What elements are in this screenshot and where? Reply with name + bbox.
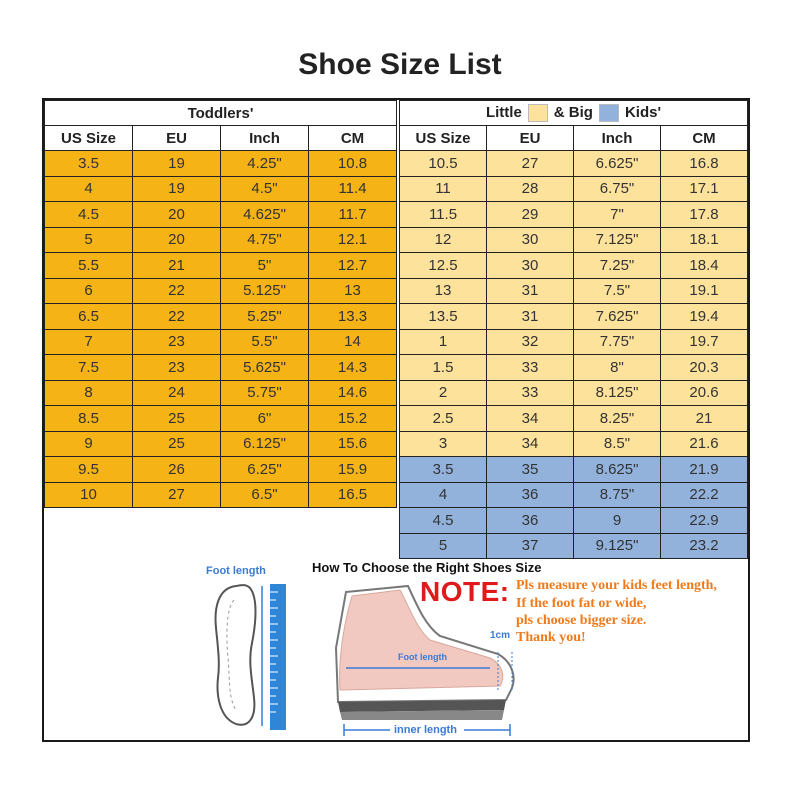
- table-cell: 4: [45, 176, 133, 202]
- table-row: [400, 508, 748, 534]
- table-cell: 7": [574, 202, 661, 228]
- column-header: Inch: [574, 126, 661, 151]
- table-cell: 21.9: [661, 457, 748, 483]
- table-cell: 33: [487, 355, 574, 381]
- table-cell: 19: [133, 176, 221, 202]
- table-cell: 11.7: [309, 202, 397, 228]
- kids-table: [399, 100, 748, 559]
- table-cell: 20: [133, 202, 221, 228]
- table-cell: 18.4: [661, 253, 748, 279]
- table-cell: 12.7: [309, 253, 397, 279]
- table-cell: 8.125": [574, 380, 661, 406]
- table-cell: 4.625": [221, 202, 309, 228]
- kids-heading-big: & Big: [553, 103, 593, 121]
- table-cell: 9.5: [45, 457, 133, 483]
- table-row: [45, 176, 397, 202]
- inner-length-label: inner length: [394, 724, 457, 736]
- column-header: US Size: [45, 126, 133, 151]
- column-header: EU: [133, 126, 221, 151]
- table-cell: 13: [309, 278, 397, 304]
- little-swatch: [528, 104, 548, 122]
- table-row: [45, 380, 397, 406]
- table-cell: 34: [487, 406, 574, 432]
- table-cell: 5: [45, 227, 133, 253]
- table-row: [45, 355, 397, 381]
- table-row: [45, 329, 397, 355]
- foot-length-label: Foot length: [206, 565, 266, 577]
- table-cell: 14: [309, 329, 397, 355]
- toddlers-table: [44, 100, 397, 508]
- table-row: [400, 457, 748, 483]
- table-cell: 28: [487, 176, 574, 202]
- table-row: [45, 278, 397, 304]
- note-line-3: pls choose bigger size.: [516, 613, 647, 628]
- column-header: US Size: [400, 126, 487, 151]
- table-cell: 22: [133, 304, 221, 330]
- table-cell: 23.2: [661, 533, 748, 559]
- table-row: [400, 482, 748, 508]
- table-cell: 20.6: [661, 380, 748, 406]
- table-cell: 4.75": [221, 227, 309, 253]
- table-cell: 6": [221, 406, 309, 432]
- table-cell: 11: [400, 176, 487, 202]
- table-cell: 7.5: [45, 355, 133, 381]
- table-cell: 7.5": [574, 278, 661, 304]
- table-cell: 19.4: [661, 304, 748, 330]
- column-header: Inch: [221, 126, 309, 151]
- table-cell: 21: [133, 253, 221, 279]
- table-cell: 36: [487, 508, 574, 534]
- column-header: CM: [309, 126, 397, 151]
- table-cell: 19.1: [661, 278, 748, 304]
- table-cell: 13: [400, 278, 487, 304]
- table-cell: 26: [133, 457, 221, 483]
- table-cell: 9.125": [574, 533, 661, 559]
- table-cell: 11.4: [309, 176, 397, 202]
- column-header: CM: [661, 126, 748, 151]
- table-cell: 15.9: [309, 457, 397, 483]
- table-cell: 8.25": [574, 406, 661, 432]
- table-cell: 8.5": [574, 431, 661, 457]
- table-cell: 15.2: [309, 406, 397, 432]
- table-row: [400, 227, 748, 253]
- table-cell: 1: [400, 329, 487, 355]
- kids-heading: [400, 101, 748, 126]
- table-cell: 22.9: [661, 508, 748, 534]
- table-row: [45, 457, 397, 483]
- table-cell: 6: [45, 278, 133, 304]
- table-cell: 4: [400, 482, 487, 508]
- toddlers-heading: Toddlers': [45, 101, 397, 126]
- table-row: [400, 278, 748, 304]
- table-cell: 6.5: [45, 304, 133, 330]
- table-cell: 14.3: [309, 355, 397, 381]
- table-cell: 2.5: [400, 406, 487, 432]
- foot-length-inner-label: Foot length: [398, 652, 447, 662]
- table-cell: 11.5: [400, 202, 487, 228]
- table-row: [45, 151, 397, 177]
- table-row: [45, 406, 397, 432]
- big-swatch: [599, 104, 619, 122]
- table-cell: 3: [400, 431, 487, 457]
- table-row: [45, 227, 397, 253]
- note-line-4: Thank you!: [516, 630, 586, 645]
- table-cell: 30: [487, 227, 574, 253]
- page-title: Shoe Size List: [298, 48, 502, 81]
- table-cell: 10.5: [400, 151, 487, 177]
- table-cell: 22: [133, 278, 221, 304]
- kids-heading-little: Little: [485, 103, 522, 121]
- table-cell: 2: [400, 380, 487, 406]
- table-cell: 1.5: [400, 355, 487, 381]
- table-row: [45, 482, 397, 508]
- table-cell: 25: [133, 431, 221, 457]
- table-row: [45, 202, 397, 228]
- table-cell: 31: [487, 278, 574, 304]
- kids-heading-kids: Kids': [624, 103, 662, 121]
- table-row: [45, 431, 397, 457]
- table-row: [400, 176, 748, 202]
- table-cell: 21.6: [661, 431, 748, 457]
- table-cell: 6.75": [574, 176, 661, 202]
- table-cell: 17.8: [661, 202, 748, 228]
- table-row: [400, 151, 748, 177]
- table-cell: 9: [45, 431, 133, 457]
- table-row: [400, 355, 748, 381]
- table-cell: 24: [133, 380, 221, 406]
- table-cell: 5.5": [221, 329, 309, 355]
- table-cell: 3.5: [400, 457, 487, 483]
- table-row: [400, 202, 748, 228]
- table-cell: 6.5": [221, 482, 309, 508]
- table-cell: 32: [487, 329, 574, 355]
- table-cell: 5.25": [221, 304, 309, 330]
- table-row: [45, 304, 397, 330]
- table-row: [400, 533, 748, 559]
- table-row: [400, 329, 748, 355]
- table-cell: 4.5: [45, 202, 133, 228]
- table-cell: 23: [133, 329, 221, 355]
- table-cell: 8: [45, 380, 133, 406]
- table-cell: 7.125": [574, 227, 661, 253]
- note-line-2: If the foot fat or wide,: [516, 596, 647, 611]
- table-cell: 12: [400, 227, 487, 253]
- table-cell: 6.125": [221, 431, 309, 457]
- table-cell: 19.7: [661, 329, 748, 355]
- table-cell: 18.1: [661, 227, 748, 253]
- table-row: [400, 431, 748, 457]
- table-cell: 23: [133, 355, 221, 381]
- table-cell: 20: [133, 227, 221, 253]
- table-cell: 17.1: [661, 176, 748, 202]
- table-cell: 6.625": [574, 151, 661, 177]
- table-row: [400, 406, 748, 432]
- table-cell: 3.5: [45, 151, 133, 177]
- table-cell: 20.3: [661, 355, 748, 381]
- table-row: [400, 304, 748, 330]
- table-cell: 19: [133, 151, 221, 177]
- table-cell: 7.25": [574, 253, 661, 279]
- table-cell: 5.75": [221, 380, 309, 406]
- table-cell: 5.625": [221, 355, 309, 381]
- table-cell: 34: [487, 431, 574, 457]
- table-cell: 31: [487, 304, 574, 330]
- table-cell: 37: [487, 533, 574, 559]
- table-cell: 7.75": [574, 329, 661, 355]
- table-cell: 16.8: [661, 151, 748, 177]
- table-cell: 5.5: [45, 253, 133, 279]
- table-cell: 6.25": [221, 457, 309, 483]
- table-cell: 4.5: [400, 508, 487, 534]
- table-cell: 14.6: [309, 380, 397, 406]
- table-cell: 30: [487, 253, 574, 279]
- table-cell: 8.5: [45, 406, 133, 432]
- table-cell: 7.625": [574, 304, 661, 330]
- table-cell: 5: [400, 533, 487, 559]
- table-cell: 8.625": [574, 457, 661, 483]
- table-cell: 29: [487, 202, 574, 228]
- table-cell: 22.2: [661, 482, 748, 508]
- table-cell: 13.3: [309, 304, 397, 330]
- table-cell: 12.5: [400, 253, 487, 279]
- howto-heading: How To Choose the Right Shoes Size: [312, 560, 542, 575]
- table-row: [400, 253, 748, 279]
- table-cell: 10: [45, 482, 133, 508]
- note-heading: NOTE:: [420, 576, 510, 607]
- table-cell: 5": [221, 253, 309, 279]
- table-cell: 7: [45, 329, 133, 355]
- table-cell: 8": [574, 355, 661, 381]
- table-cell: 16.5: [309, 482, 397, 508]
- table-cell: 27: [133, 482, 221, 508]
- table-cell: 4.25": [221, 151, 309, 177]
- foot-outline-ruler-icon: [198, 578, 298, 734]
- column-header: EU: [487, 126, 574, 151]
- note-line-1: Pls measure your kids feet length,: [516, 578, 717, 593]
- table-cell: 36: [487, 482, 574, 508]
- table-cell: 33: [487, 380, 574, 406]
- one-cm-label: 1cm: [490, 630, 511, 641]
- table-cell: 15.6: [309, 431, 397, 457]
- table-cell: 12.1: [309, 227, 397, 253]
- table-cell: 9: [574, 508, 661, 534]
- table-row: [400, 380, 748, 406]
- table-cell: 8.75": [574, 482, 661, 508]
- table-cell: 4.5": [221, 176, 309, 202]
- table-cell: 21: [661, 406, 748, 432]
- table-cell: 35: [487, 457, 574, 483]
- table-cell: 10.8: [309, 151, 397, 177]
- table-cell: 5.125": [221, 278, 309, 304]
- table-cell: 13.5: [400, 304, 487, 330]
- table-cell: 27: [487, 151, 574, 177]
- table-cell: 25: [133, 406, 221, 432]
- table-row: [45, 253, 397, 279]
